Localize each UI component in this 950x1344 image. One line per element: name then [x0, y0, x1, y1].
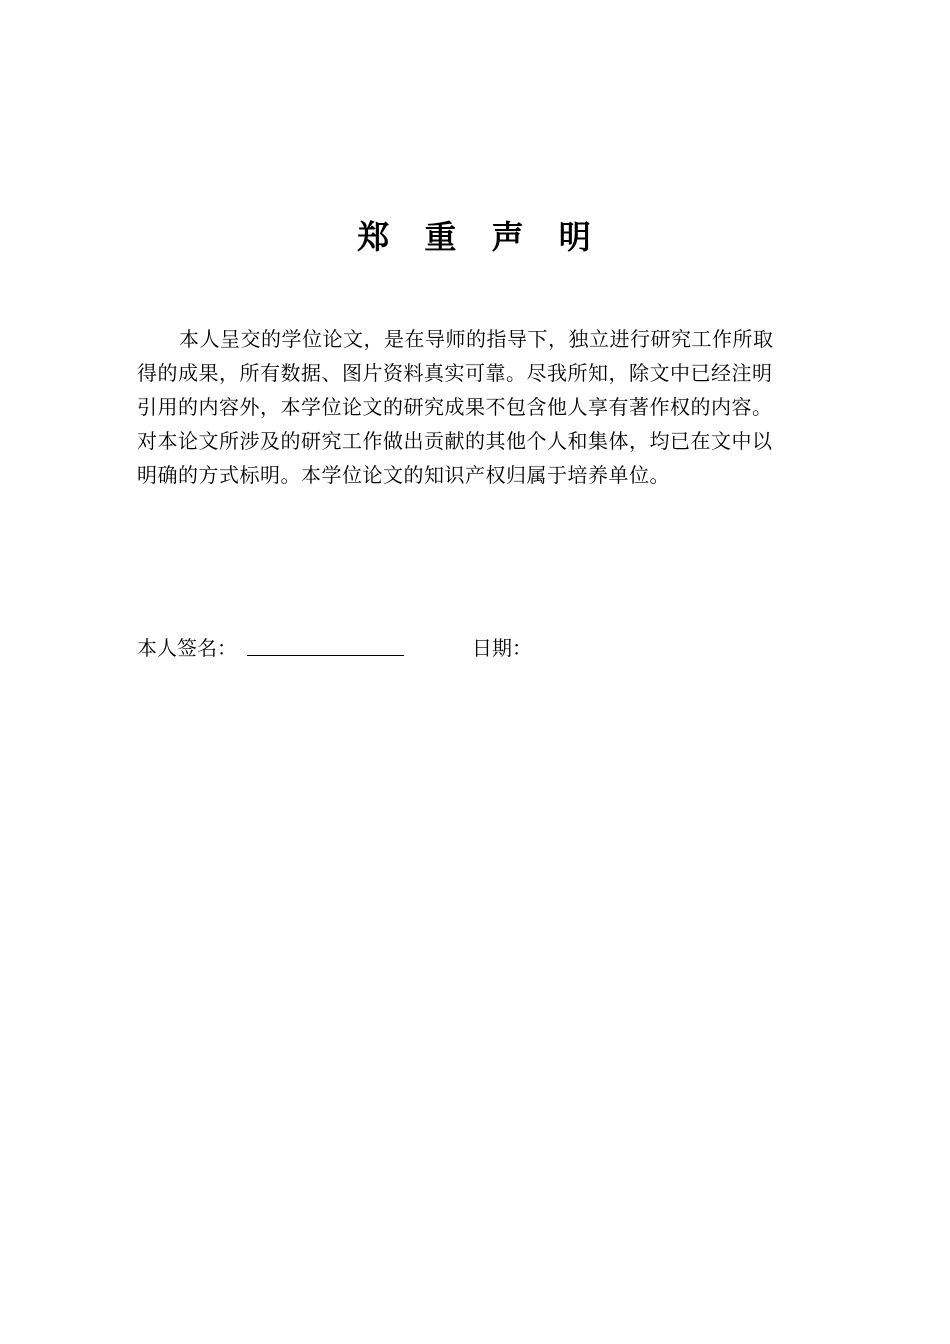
declaration-line-1: 本人呈交的学位论文，是在导师的指导下，独立进行研究工作所取	[179, 327, 774, 351]
date-label: 日期：	[472, 636, 532, 660]
declaration-line-3: 引用的内容外，本学位论文的研究成果不包含他人享有著作权的内容。	[137, 395, 773, 419]
declaration-line-5: 明确的方式标明。本学位论文的知识产权归属于培养单位。	[137, 463, 670, 487]
signature-label: 本人签名：	[137, 636, 237, 660]
declaration-body	[137, 322, 837, 492]
signature-field[interactable]	[247, 655, 404, 656]
declaration-line-4: 对本论文所涉及的研究工作做出贡献的其他个人和集体，均已在文中以	[137, 429, 773, 453]
declaration-line-2: 得的成果，所有数据、图片资料真实可靠。尽我所知，除文中已经注明	[137, 361, 773, 385]
signature-row	[137, 632, 837, 664]
page-title: 郑 重 声 明	[357, 218, 603, 256]
